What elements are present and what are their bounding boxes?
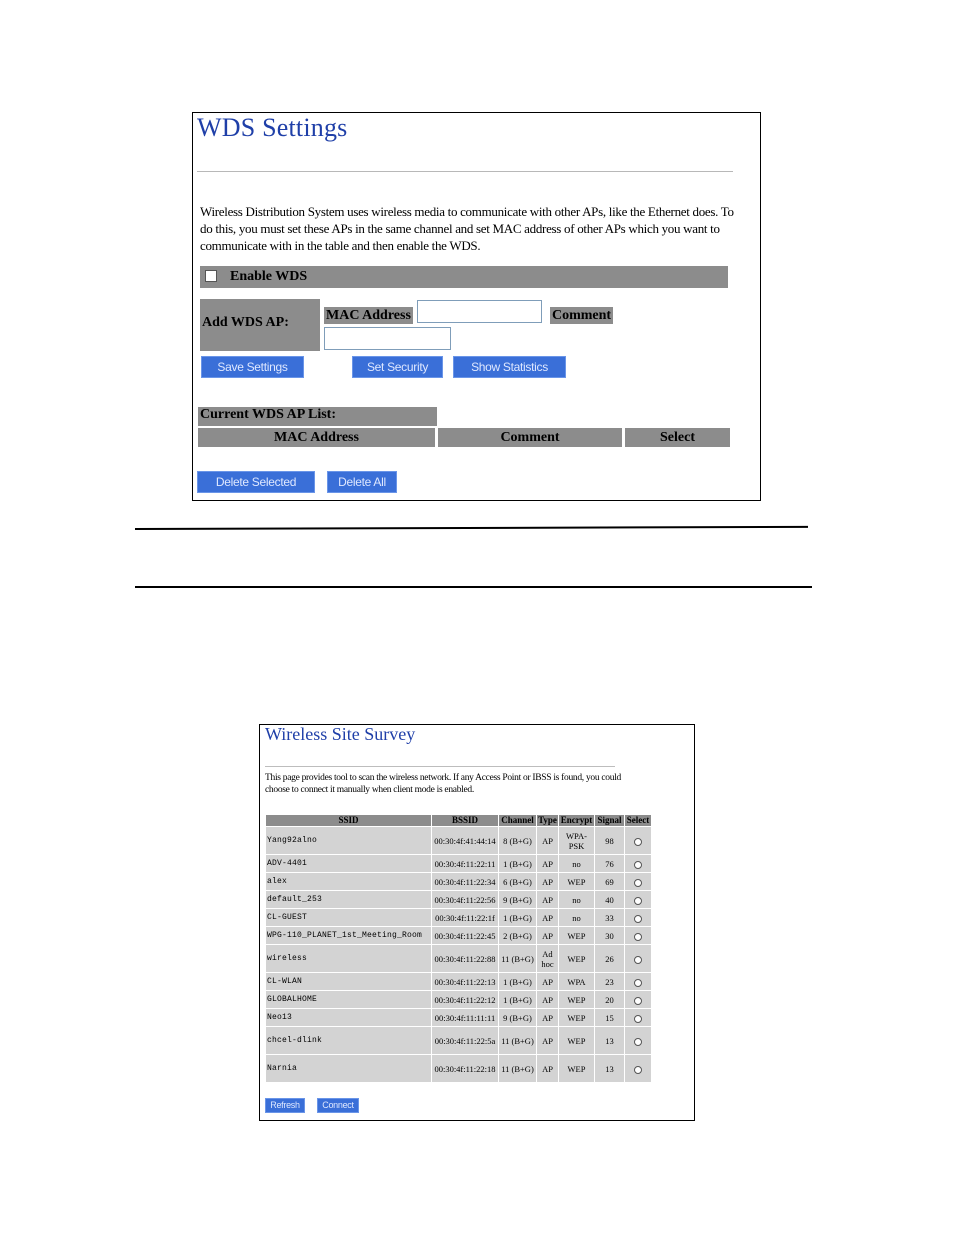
site-survey-rows xyxy=(266,827,651,1082)
type-cell: AP xyxy=(537,991,558,1008)
column-header-bssid: BSSID xyxy=(432,815,498,826)
divider xyxy=(197,171,733,172)
column-header-type: Type xyxy=(538,815,557,825)
wireless-site-survey-panel xyxy=(259,724,695,1121)
ssid-cell: chcel-dlink xyxy=(266,1027,431,1054)
select-radio[interactable] xyxy=(634,861,642,869)
enable-wds-row xyxy=(200,266,728,288)
type-cell: AP xyxy=(537,873,558,890)
encrypt-cell: WPA xyxy=(559,973,594,990)
channel-cell: 11 (B+G) xyxy=(499,1027,536,1054)
type-cell: Ad hoc xyxy=(537,945,558,972)
encrypt-cell: WEP xyxy=(559,1009,594,1026)
signal-cell: 33 xyxy=(595,909,624,926)
select-cell xyxy=(625,855,651,872)
signal-cell: 30 xyxy=(595,927,624,944)
channel-cell: 8 (B+G) xyxy=(499,827,536,854)
encrypt-cell: no xyxy=(559,909,594,926)
channel-cell: 9 (B+G) xyxy=(499,1009,536,1026)
column-header-signal: Signal xyxy=(595,815,624,826)
select-radio[interactable] xyxy=(634,979,642,987)
current-wds-ap-list-header xyxy=(198,407,437,426)
divider xyxy=(265,766,615,767)
bssid-cell: 00:30:4f:11:22:11 xyxy=(432,855,498,872)
type-cell: AP xyxy=(537,1009,558,1026)
signal-cell: 15 xyxy=(595,1009,624,1026)
ssid-cell: GLOBALHOME xyxy=(266,991,431,1008)
bssid-cell: 00:30:4f:11:11:11 xyxy=(432,1009,498,1026)
wds-settings-panel xyxy=(192,112,761,501)
channel-cell: 6 (B+G) xyxy=(499,873,536,890)
set-security-button[interactable]: Set Security xyxy=(352,356,443,378)
channel-cell: 2 (B+G) xyxy=(499,927,536,944)
select-cell xyxy=(625,945,651,972)
table-row xyxy=(266,909,651,926)
type-cell: AP xyxy=(537,855,558,872)
separator-line xyxy=(135,586,812,588)
refresh-button[interactable]: Refresh xyxy=(265,1098,305,1113)
ssid-cell: Narnia xyxy=(266,1055,431,1082)
signal-cell: 98 xyxy=(595,827,624,854)
description-text: Wireless Distribution System uses wireless media to communicate with other APs, like the Ethernet does. To do this, you must set these APs in the same channel and set MAC address of other APs which you want to communicate with in the table and then enable the WDS. xyxy=(200,204,734,253)
select-cell xyxy=(625,973,651,990)
ssid-cell: Yang92alno xyxy=(266,827,431,854)
type-cell: AP xyxy=(537,827,558,854)
encrypt-cell: WEP xyxy=(559,873,594,890)
type-cell: AP xyxy=(537,973,558,990)
bssid-cell: 00:30:4f:11:22:56 xyxy=(432,891,498,908)
select-cell xyxy=(625,991,651,1008)
ssid-cell: CL-GUEST xyxy=(266,909,431,926)
table-row xyxy=(266,891,651,908)
type-cell: AP xyxy=(537,909,558,926)
select-radio[interactable] xyxy=(634,1015,642,1023)
delete-all-button[interactable]: Delete All xyxy=(327,471,397,493)
signal-cell: 69 xyxy=(595,873,624,890)
encrypt-cell: no xyxy=(559,855,594,872)
encrypt-cell: WEP xyxy=(559,1055,594,1082)
comment-label: Comment xyxy=(552,308,612,323)
encrypt-cell: WEP xyxy=(559,945,594,972)
table-row xyxy=(266,945,651,972)
encrypt-cell: WEP xyxy=(559,927,594,944)
bssid-cell: 00:30:4f:11:22:5a xyxy=(432,1027,498,1054)
table-row xyxy=(266,1009,651,1026)
channel-cell: 11 (B+G) xyxy=(499,945,536,972)
select-cell xyxy=(625,873,651,890)
table-row xyxy=(266,873,651,890)
type-cell: AP xyxy=(537,891,558,908)
channel-cell: 9 (B+G) xyxy=(499,891,536,908)
ssid-cell: CL-WLAN xyxy=(266,973,431,990)
table-row xyxy=(266,1027,651,1054)
bssid-cell: 00:30:4f:11:22:18 xyxy=(432,1055,498,1082)
encrypt-cell: no xyxy=(559,891,594,908)
select-radio[interactable] xyxy=(634,838,642,846)
separator-line xyxy=(135,526,808,530)
mac-address-input[interactable] xyxy=(417,300,542,323)
ssid-cell: ADV-4401 xyxy=(266,855,431,872)
select-cell xyxy=(625,827,651,854)
select-radio[interactable] xyxy=(634,1038,642,1046)
encrypt-cell: WPA-PSK xyxy=(559,827,594,854)
select-radio[interactable] xyxy=(634,879,642,887)
add-wds-ap-label-cell xyxy=(200,299,320,351)
column-header-channel: Channel xyxy=(499,815,536,826)
bssid-cell: 00:30:4f:11:22:45 xyxy=(432,927,498,944)
table-row xyxy=(266,855,651,872)
table-row xyxy=(266,927,651,944)
select-cell xyxy=(625,891,651,908)
select-radio[interactable] xyxy=(634,933,642,941)
type-cell: AP xyxy=(537,1027,558,1054)
page-title: WDS Settings xyxy=(197,113,348,142)
channel-cell: 11 (B+G) xyxy=(499,1055,536,1082)
ssid-cell: Neo13 xyxy=(266,1009,431,1026)
signal-cell: 26 xyxy=(595,945,624,972)
current-wds-ap-list-label: Current WDS AP List: xyxy=(200,407,336,422)
signal-cell: 76 xyxy=(595,855,624,872)
bssid-cell: 00:30:4f:11:22:13 xyxy=(432,973,498,990)
select-cell xyxy=(625,909,651,926)
select-radio[interactable] xyxy=(634,1066,642,1074)
ssid-cell: default_253 xyxy=(266,891,431,908)
save-settings-button[interactable]: Save Settings xyxy=(201,356,304,378)
show-statistics-button[interactable]: Show Statistics xyxy=(453,356,566,378)
signal-cell: 13 xyxy=(595,1055,624,1082)
enable-wds-checkbox[interactable] xyxy=(205,270,217,282)
channel-cell: 1 (B+G) xyxy=(499,991,536,1008)
signal-cell: 20 xyxy=(595,991,624,1008)
column-header-ssid: SSID xyxy=(266,815,431,826)
table-row xyxy=(266,973,651,990)
bssid-cell: 00:30:4f:11:22:1f xyxy=(432,909,498,926)
channel-cell: 1 (B+G) xyxy=(499,909,536,926)
connect-button[interactable]: Connect xyxy=(317,1098,359,1113)
ssid-cell: alex xyxy=(266,873,431,890)
encrypt-cell: WEP xyxy=(559,1027,594,1054)
column-header-encrypt: Encrypt xyxy=(560,815,593,825)
select-radio[interactable] xyxy=(634,897,642,905)
column-header-select: Select xyxy=(626,815,650,825)
signal-cell: 13 xyxy=(595,1027,624,1054)
select-cell xyxy=(625,1027,651,1054)
bssid-cell: 00:30:4f:11:22:34 xyxy=(432,873,498,890)
column-header-mac-address: MAC Address xyxy=(198,428,435,447)
column-header-select: Select xyxy=(625,428,730,447)
signal-cell: 23 xyxy=(595,973,624,990)
signal-cell: 40 xyxy=(595,891,624,908)
page-title: Wireless Site Survey xyxy=(265,724,416,744)
table-row xyxy=(266,1055,651,1082)
enable-wds-label: Enable WDS xyxy=(230,269,308,284)
channel-cell: 1 (B+G) xyxy=(499,973,536,990)
add-wds-ap-label: Add WDS AP: xyxy=(202,315,289,330)
select-cell xyxy=(625,1055,651,1082)
bssid-cell: 00:30:4f:11:22:12 xyxy=(432,991,498,1008)
select-radio[interactable] xyxy=(634,915,642,923)
comment-input[interactable] xyxy=(324,327,451,350)
table-row xyxy=(266,827,651,854)
ssid-cell: wireless xyxy=(266,945,431,972)
channel-cell: 1 (B+G) xyxy=(499,855,536,872)
select-cell xyxy=(625,1009,651,1026)
table-header-row xyxy=(266,815,651,826)
ssid-cell: WPG-110_PLANET_1st_Meeting_Room xyxy=(266,927,431,944)
table-row xyxy=(266,991,651,1008)
select-cell xyxy=(625,927,651,944)
delete-selected-button[interactable]: Delete Selected xyxy=(197,471,315,493)
select-radio[interactable] xyxy=(634,956,642,964)
select-radio[interactable] xyxy=(634,997,642,1005)
type-cell: AP xyxy=(537,1055,558,1082)
mac-address-label: MAC Address xyxy=(326,308,411,323)
site-survey-table xyxy=(265,814,652,1083)
bssid-cell: 00:30:4f:41:44:14 xyxy=(432,827,498,854)
type-cell: AP xyxy=(537,927,558,944)
description-text: This page provides tool to scan the wireless network. If any Access Point or IBSS is found, you could choose to connect it manually when client mode is enabled. xyxy=(265,773,621,795)
encrypt-cell: WEP xyxy=(559,991,594,1008)
bssid-cell: 00:30:4f:11:22:88 xyxy=(432,945,498,972)
column-header-comment: Comment xyxy=(438,428,622,447)
